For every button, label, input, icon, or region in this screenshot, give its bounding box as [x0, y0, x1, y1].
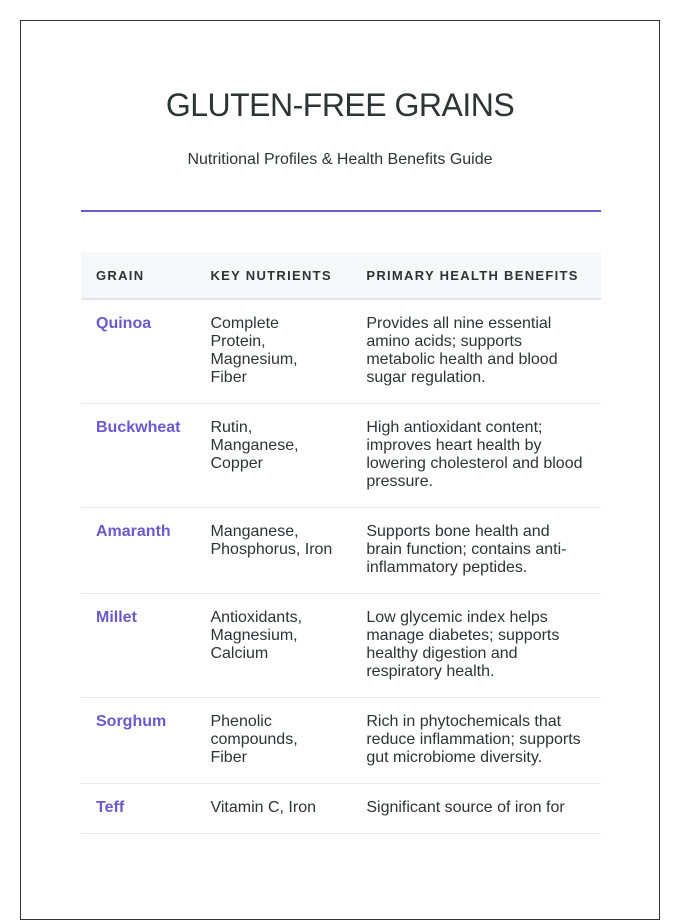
grain-name: Quinoa	[81, 299, 195, 404]
page-title: GLUTEN-FREE GRAINS	[165, 87, 515, 123]
key-nutrients: Vitamin C, Iron	[195, 784, 351, 834]
table-row	[81, 698, 601, 784]
document-page	[20, 20, 660, 920]
header-grain: GRAIN	[81, 252, 195, 299]
table-row	[81, 594, 601, 698]
table-row	[81, 508, 601, 594]
header-key-nutrients: KEY NUTRIENTS	[195, 252, 351, 299]
health-benefits: High antioxidant content; improves heart health by lowering cholesterol and blood pressure.	[351, 404, 601, 508]
title-divider	[81, 210, 601, 212]
key-nutrients: Rutin, Manganese, Copper	[195, 404, 351, 508]
page-subtitle: Nutritional Profiles & Health Benefits Guide	[187, 151, 493, 168]
grain-name: Sorghum	[81, 698, 195, 784]
grain-name: Amaranth	[81, 508, 195, 594]
table-row	[81, 404, 601, 508]
header-primary-health-benefits: PRIMARY HEALTH BENEFITS	[351, 252, 601, 299]
health-benefits: Provides all nine essential amino acids; supports metabolic health and blood sugar regulation.	[351, 299, 601, 404]
health-benefits: Rich in phytochemicals that reduce inflammation; supports gut microbiome diversity.	[351, 698, 601, 784]
health-benefits: Supports bone health and brain function; contains anti-inflammatory peptides.	[351, 508, 601, 594]
grains-table	[81, 252, 601, 834]
key-nutrients: Phenolic compounds, Fiber	[195, 698, 351, 784]
key-nutrients: Manganese, Phosphorus, Iron	[195, 508, 351, 594]
table-row	[81, 784, 601, 834]
health-benefits: Low glycemic index helps manage diabetes; supports healthy digestion and respiratory health.	[351, 594, 601, 698]
table-header-row	[81, 252, 601, 299]
grain-name: Millet	[81, 594, 195, 698]
key-nutrients: Complete Protein, Magnesium, Fiber	[195, 299, 351, 404]
table-row	[81, 299, 601, 404]
grain-name: Buckwheat	[81, 404, 195, 508]
key-nutrients: Antioxidants, Magnesium, Calcium	[195, 594, 351, 698]
health-benefits: Significant source of iron for	[351, 784, 601, 834]
grain-name: Teff	[81, 784, 195, 834]
